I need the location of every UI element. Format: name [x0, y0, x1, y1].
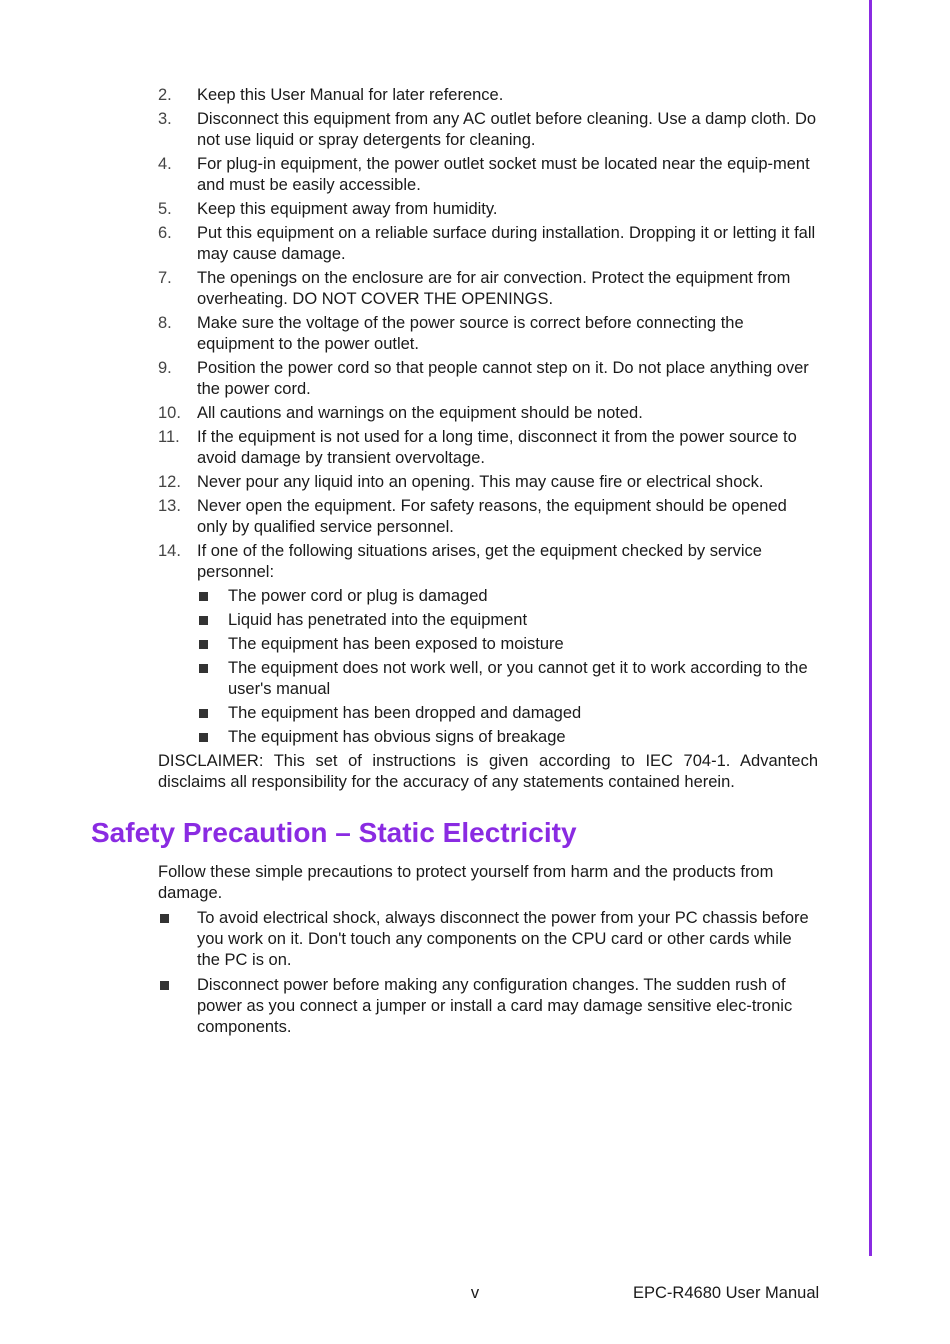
item-text: The openings on the enclosure are for air convection. Protect the equipment from overheating. DO NOT COVER THE OPENINGS.	[197, 269, 791, 308]
item-number: 6.	[158, 224, 172, 242]
square-bullet-icon	[199, 592, 208, 601]
list-item	[158, 472, 818, 493]
square-bullet-icon	[199, 664, 208, 673]
precaution-item	[158, 908, 818, 971]
situations-list	[197, 586, 818, 748]
list-item	[158, 313, 818, 355]
situation-text: The equipment has obvious signs of breakage	[228, 728, 566, 746]
list-item	[158, 109, 818, 151]
item-text: Never open the equipment. For safety reasons, the equipment should be opened only by qualified service personnel.	[197, 497, 787, 536]
section-heading: Safety Precaution – Static Electricity	[91, 817, 577, 848]
list-item	[158, 223, 818, 265]
disclaimer: DISCLAIMER: This set of instructions is given according to IEC 704-1. Advantech disclaims all responsibility for the accuracy of any statements contained herein.	[158, 752, 818, 791]
situation-text: The equipment has been dropped and damaged	[228, 704, 582, 722]
list-item	[158, 268, 818, 310]
item-number: 10.	[158, 404, 181, 422]
square-bullet-icon	[199, 616, 208, 625]
situation-text: The equipment does not work well, or you cannot get it to work according to the user's manual	[228, 659, 808, 698]
precaution-text: To avoid electrical shock, always disconnect the power from your PC chassis before you work on it. Don't touch any components on the CPU card or other cards while the PC is on.	[197, 909, 809, 969]
list-item	[158, 199, 818, 220]
item-text: For plug-in equipment, the power outlet socket must be located near the equip-ment and must be easily accessible.	[197, 155, 810, 194]
square-bullet-icon	[199, 733, 208, 742]
item-text: Keep this User Manual for later reference.	[197, 86, 504, 104]
list-item	[158, 496, 818, 538]
item-number: 12.	[158, 473, 181, 491]
item-number: 7.	[158, 269, 172, 287]
section-intro: Follow these simple precautions to protect yourself from harm and the products from damage.	[158, 863, 774, 902]
item-number: 9.	[158, 359, 172, 377]
item-number: 2.	[158, 86, 172, 104]
precautions-list	[158, 908, 818, 1038]
square-bullet-icon	[160, 914, 169, 923]
list-item	[158, 154, 818, 196]
item-text: All cautions and warnings on the equipment should be noted.	[197, 404, 643, 422]
precaution-text: Disconnect power before making any configuration changes. The sudden rush of power as you connect a jumper or install a card may damage sensitive elec-tronic components.	[197, 976, 793, 1036]
item-number: 11.	[158, 428, 180, 446]
item-text: Keep this equipment away from humidity.	[197, 200, 498, 218]
situation-item	[197, 703, 818, 724]
square-bullet-icon	[199, 709, 208, 718]
situation-item	[197, 610, 818, 631]
list-item	[158, 358, 818, 400]
list-item	[158, 427, 818, 469]
item-text: If one of the following situations arises, get the equipment checked by service personnel:	[197, 542, 762, 581]
item-number: 4.	[158, 155, 172, 173]
list-item	[158, 541, 818, 748]
item-text: Position the power cord so that people cannot step on it. Do not place anything over the power cord.	[197, 359, 809, 398]
item-text: Never pour any liquid into an opening. This may cause fire or electrical shock.	[197, 473, 764, 491]
item-text: Disconnect this equipment from any AC outlet before cleaning. Use a damp cloth. Do not use liquid or spray detergents for cleaning.	[197, 110, 817, 149]
situation-text: The equipment has been exposed to moisture	[228, 635, 564, 653]
numbered-list	[158, 85, 818, 748]
safety-instructions	[158, 85, 818, 793]
precaution-item	[158, 975, 818, 1038]
item-text: Make sure the voltage of the power source is correct before connecting the equipment to the power outlet.	[197, 314, 744, 353]
item-number: 8.	[158, 314, 172, 332]
square-bullet-icon	[160, 981, 169, 990]
page-number: v	[470, 1284, 480, 1302]
right-margin-rule	[869, 0, 872, 1256]
item-number: 13.	[158, 497, 181, 515]
item-text: Put this equipment on a reliable surface during installation. Dropping it or letting it fall may cause damage.	[197, 224, 816, 263]
item-number: 14.	[158, 542, 181, 560]
situation-item	[197, 727, 818, 748]
item-number: 3.	[158, 110, 172, 128]
static-electricity-section	[158, 862, 818, 1042]
square-bullet-icon	[199, 640, 208, 649]
item-text: If the equipment is not used for a long time, disconnect it from the power source to avoid damage by transient overvoltage.	[197, 428, 797, 467]
item-number: 5.	[158, 200, 172, 218]
manual-title: EPC-R4680 User Manual	[633, 1284, 820, 1302]
situation-item	[197, 586, 818, 607]
situation-text: The power cord or plug is damaged	[228, 587, 488, 605]
list-item	[158, 85, 818, 106]
list-item	[158, 403, 818, 424]
situation-item	[197, 658, 818, 700]
situation-item	[197, 634, 818, 655]
situation-text: Liquid has penetrated into the equipment	[228, 611, 528, 629]
